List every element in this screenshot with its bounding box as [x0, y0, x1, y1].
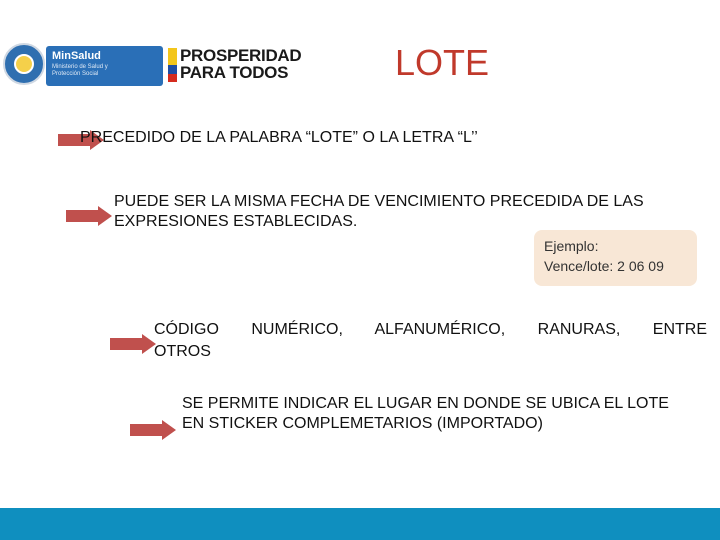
example-value: Vence/lote: 2 06 09 [544, 258, 664, 274]
flag-icon [168, 48, 177, 82]
example-box [534, 230, 697, 286]
prosperidad-line2: PARA TODOS [180, 63, 289, 82]
prosperidad-logo [168, 46, 303, 86]
example-label: Ejemplo: [544, 238, 599, 254]
bullet-text-2: PUEDE SER LA MISMA FECHA DE VENCIMIENTO PRECEDIDA DE LAS EXPRESIONES ESTABLECIDAS. [114, 193, 644, 230]
header-logos [0, 40, 310, 92]
bullet-text-4: SE PERMITE INDICAR EL LUGAR EN DONDE SE UBICA EL LOTE EN STICKER COMPLEMETARIOS (IMPORTADO) [182, 395, 669, 432]
bullet-text-1: PRECEDIDO DE LA PALABRA “LOTE” O LA LETRA “L’’ [80, 129, 478, 146]
bullet-text-3-cont: OTROS [154, 343, 211, 360]
colombia-seal-icon [3, 43, 45, 85]
minsalud-subtitle: Ministerio de Salud y Protección Social [52, 64, 108, 77]
minsalud-name: MinSalud [52, 50, 101, 62]
arrow-right-icon [110, 334, 156, 354]
minsalud-logo [46, 46, 163, 86]
arrow-right-icon [130, 420, 176, 440]
bullet-text-3: CÓDIGO NUMÉRICO, ALFANUMÉRICO, RANURAS, ENTRE [154, 321, 707, 338]
arrow-right-icon [66, 206, 112, 226]
page-title: LOTE [395, 42, 490, 83]
prosperidad-line1: PROSPERIDAD [180, 46, 302, 65]
footer-bar [0, 508, 720, 540]
